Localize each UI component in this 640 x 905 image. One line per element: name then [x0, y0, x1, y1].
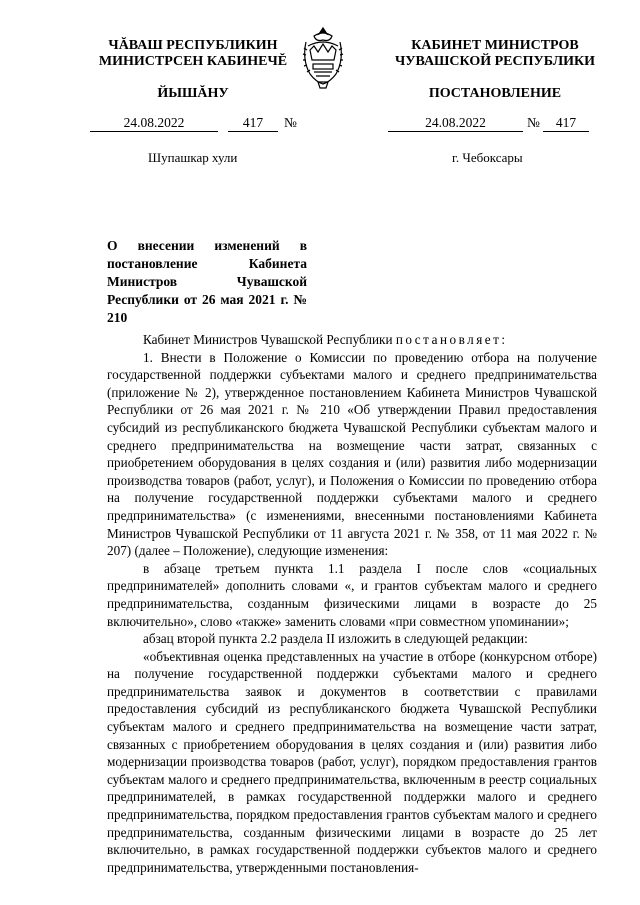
- title-right: ПОСТАНОВЛЕНИЕ: [428, 86, 562, 101]
- coat-of-arms-icon: [300, 26, 346, 90]
- date-right: 24.08.2022: [388, 115, 523, 132]
- header-right-line2: ЧУВАШСКОЙ РЕСПУБЛИКИ: [394, 54, 596, 69]
- intro-resolves: постановляет:: [395, 332, 508, 347]
- number-right: 417: [543, 115, 589, 132]
- header-left: [78, 38, 308, 70]
- title-left: ЙЫШĂНУ: [157, 86, 229, 101]
- document-subject: О внесении изменений в постановление Кабинета Министров Чувашской Республики от 26 мая 2021 г. № 210: [107, 238, 307, 325]
- intro-paragraph: [107, 331, 597, 349]
- paragraph-4: «объективная оценка представленных на участие в отборе (конкурсном отборе) на получение государственной поддержки субъектами малого и среднего предпринимательства заявок и документов в соответствии с правилами предоставления субсидий из республиканского бюджета Чувашской Республики субъектам малого и среднего предпринимательства на возмещение части затрат, связанных с приобретением оборудования в целях создания и (или) развития либо модернизации производства товаров (работ, услуг), порядком предоставления грантов субъектам малого и среднего предпринимательства, включенным в реестр социальных предпринимателей, в рамках государственной поддержки малого и среднего предпринимательства, порядком предоставления грантов субъектам малого и среднего предпринимательства, созданным физическими лицами в возрасте до 25 лет включительно, в рамках государственной поддержки субъектов малого и среднего предпринимательства, утвержденными постановления-: [107, 648, 597, 875]
- header-left-line2: МИНИСТРСЕН КАБИНЕЧĔ: [98, 54, 288, 69]
- paragraph-2: в абзаце третьем пункта 1.1 раздела I после слов «социальных предпринимателей» дополнить словами «, и грантов субъектам малого и среднего предпринимательства, созданным физическими лицами в возрасте до 25 включительно», слово «также» заменить словами «при совместном упоминании»;: [107, 560, 597, 629]
- number-sign-left: №: [284, 115, 297, 130]
- number-left: 417: [228, 115, 278, 132]
- city-right: г. Чебоксары: [452, 150, 523, 165]
- header-left-line1: ЧĂВАШ РЕСПУБЛИКИН: [108, 38, 278, 53]
- paragraph-3: абзац второй пункта 2.2 раздела II изложить в следующей редакции:: [143, 631, 528, 647]
- header-right-line1: КАБИНЕТ МИНИСТРОВ: [411, 38, 579, 53]
- header-right: [380, 38, 610, 70]
- document-body: [107, 331, 597, 876]
- date-left: 24.08.2022: [90, 115, 218, 132]
- date-line: [0, 115, 640, 133]
- intro-prefix: Кабинет Министров Чувашской Республики: [143, 332, 393, 347]
- paragraph-1: 1. Внести в Положение о Комиссии по проведению отбора на получение государственной поддержки субъектами малого и среднего предпринимательства (приложение № 2), утвержденное постановлением Кабинета Министров Чувашской Республики от 26 мая 2021 г. № 210 «Об утверждении Правил предоставления субсидий из республиканского бюджета Чувашской Республики субъектам малого и среднего предпринимательства на возмещение части затрат, связанных с приобретением оборудования в целях создания и (или) развития либо модернизации производства товаров (работ, услуг), и Положения о Комиссии по проведению отбора на получение государственной поддержки субъектами малого и среднего предпринимательства» (с изменениями, внесенными постановлениями Кабинета Министров Чувашской Республики от 11 августа 2021 г. № 358, от 11 мая 2022 г. № 207) (далее – Положение), следующие изменения:: [107, 349, 597, 559]
- number-sign-right: №: [527, 115, 540, 130]
- city-left: Шупашкар хули: [148, 150, 238, 165]
